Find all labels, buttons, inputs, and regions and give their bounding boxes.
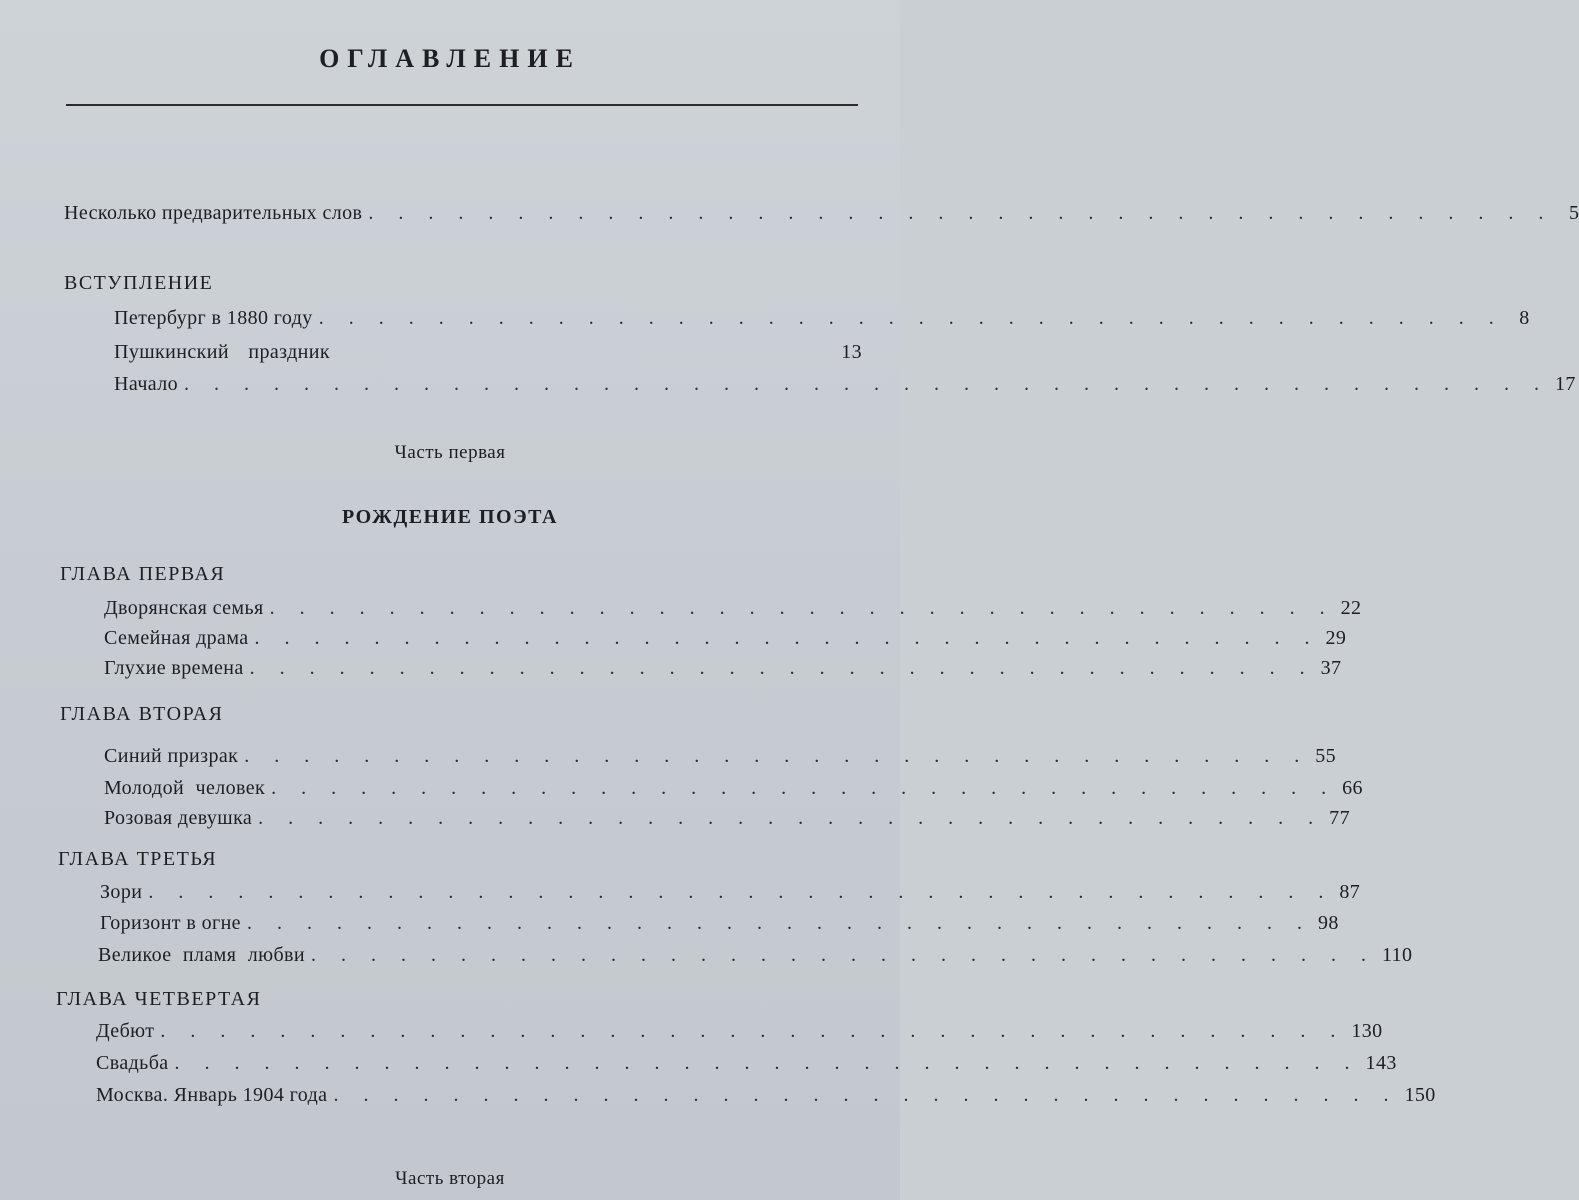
dot-leader: . . . . . . . . . . . . . . . . . . . . . . . . . . . . . . . . . . . . . . . . [148,881,1334,903]
toc-page-number: 110 [1381,944,1413,966]
dot-leader: . . . . . . . . . . . . . . . . . . . . . . . . . . . . . . . . . . . . [333,1084,1399,1106]
part-label-one: Часть первая [394,442,506,463]
toc-page-number: 13 [841,341,862,363]
dot-leader: . . . . . . . . . . . . . . . . . . . . . . . . . . . . . . . . . . . . [246,912,1312,934]
toc-entry-label: Розовая девушка [104,807,253,829]
toc-entry-label: Горизонт в огне [100,912,241,934]
toc-entry-label: Дворянская семья [104,597,264,619]
toc-entry-label: Дебют [96,1020,155,1042]
toc-entry[interactable] [114,307,1530,330]
toc-entry[interactable] [104,777,1363,800]
toc-page-number: 37 [1320,657,1342,679]
dot-leader: . . . . . . . . . . . . . . . . . . . . . . . . . . . . . . . . . . . . [249,657,1315,679]
dot-leader: . . . . . . . . . . . . . . . . . . . . . . . . . . . . . . . . . . . . [269,597,1335,619]
toc-entry[interactable] [98,944,1413,967]
toc-page-number: 87 [1339,881,1361,903]
chapter-heading: ГЛАВА ВТОРАЯ [60,703,224,725]
toc-entry[interactable] [114,373,1576,396]
toc-entry[interactable] [104,597,1362,620]
toc-page-number: 17 [1555,373,1576,395]
toc-entry-label: Москва. Январь 1904 года [96,1084,328,1106]
toc-entry[interactable] [104,627,1347,650]
toc-page-number: 66 [1342,777,1363,799]
section-heading-intro: ВСТУПЛЕНИЕ [64,272,214,294]
toc-entry-label: Зори [100,881,143,903]
dot-leader: . . . . . . . . . . . . . . . . . . . . . . . . . . . . . . . . . . . . . . . . [174,1052,1360,1074]
dot-leader: . . . . . . . . . . . . . . . . . . . . . . . . . . . . . . . . . . . . [244,745,1310,767]
toc-entry[interactable] [104,745,1337,768]
dot-leader: . . . . . . . . . . . . . . . . . . . . . . . . . . . . . . . . . . . . [310,944,1376,966]
toc-entry[interactable] [104,657,1342,680]
toc-page-number: 5 [1568,202,1579,224]
toc-entry[interactable] [96,1020,1383,1043]
toc-entry-label: Великое пламя любви [98,944,305,966]
toc-entry-label: Синий призрак [104,745,239,767]
title-rule [66,104,858,106]
chapter-heading: ГЛАВА ПЕРВАЯ [60,563,226,585]
toc-page-number: 8 [1519,307,1530,329]
dot-leader: . . . . . . . . . . . . . . . . . . . . . . . . . . . . . . . . . . . . . . . . [368,202,1554,224]
toc-page-number: 143 [1365,1052,1397,1074]
toc-entry[interactable] [96,1084,1436,1107]
toc-entry-label: Пушкинский праздник [114,341,330,363]
chapter-heading: ГЛАВА ТРЕТЬЯ [58,848,218,870]
page-title: ОГЛАВЛЕНИЕ [319,44,581,73]
part-label-two: Часть вторая [395,1168,505,1189]
toc-page-number: 130 [1351,1020,1383,1042]
toc-entry-label: Петербург в 1880 году [114,307,313,329]
toc-entry-label: Глухие времена [104,657,244,679]
toc-entry-label: Свадьба [96,1052,169,1074]
dot-leader: . . . . . . . . . . . . . . . . . . . . . . . . . . . . . . . . . . . . [271,777,1337,799]
part-title-one: РОЖДЕНИЕ ПОЭТА [342,506,558,528]
toc-page-number: 77 [1329,807,1350,829]
toc-entry-label: Начало [114,373,179,395]
toc-page-number: 55 [1315,745,1337,767]
toc-page-number: 29 [1325,627,1347,649]
toc-page-number: 22 [1340,597,1362,619]
toc-entry-preface[interactable] [64,202,1579,225]
dot-leader: . . . . . . . . . . . . . . . . . . . . . . . . . . . . . . . . . . . . . . . . [160,1020,1346,1042]
dot-leader: . . . . . . . . . . . . . . . . . . . . . . . . . . . . . . . . . . . . [254,627,1320,649]
toc-entry-label: Молодой человек [104,777,266,799]
toc-page-number: 150 [1404,1084,1436,1106]
toc-entry[interactable] [104,807,1350,830]
toc-entry-label: Несколько предварительных слов [64,202,363,224]
chapter-heading: ГЛАВА ЧЕТВЕРТАЯ [56,988,262,1010]
dot-leader: . . . . . . . . . . . . . . . . . . . . . . . . . . . . . . . . . . . . . . . . . . . . . . [184,373,1550,395]
toc-entry-label: Семейная драма [104,627,249,649]
toc-entry[interactable] [96,1052,1397,1075]
toc-entry[interactable] [100,912,1339,935]
toc-entry[interactable] [100,881,1361,904]
dot-leader: . . . . . . . . . . . . . . . . . . . . . . . . . . . . . . . . . . . . . . . . [318,307,1504,329]
dot-leader: . . . . . . . . . . . . . . . . . . . . . . . . . . . . . . . . . . . . [258,807,1324,829]
toc-page-number: 98 [1317,912,1339,934]
toc-entry[interactable] [114,341,862,364]
